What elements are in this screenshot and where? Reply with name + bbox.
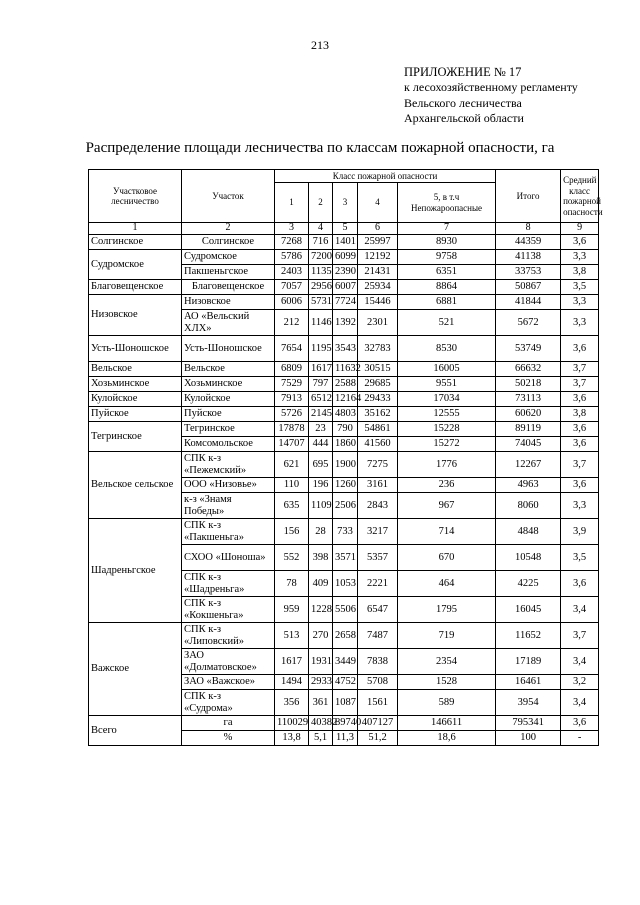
class-3-cell: 790 (333, 422, 358, 437)
class-4-cell: 12192 (358, 250, 398, 265)
total-cell: 4225 (496, 571, 561, 597)
class-2-cell: 196 (309, 478, 333, 493)
total-cell: 8060 (496, 493, 561, 519)
totals-class-4: 407127 (358, 716, 398, 731)
class-1-cell: 110 (275, 478, 309, 493)
total-cell: 11652 (496, 623, 561, 649)
class-5-cell: 6881 (398, 295, 496, 310)
total-cell: 4963 (496, 478, 561, 493)
avg-class-cell: 3,7 (561, 452, 599, 478)
class-2-cell: 444 (309, 437, 333, 452)
class-3-cell: 2390 (333, 265, 358, 280)
district-cell: Пуйское (89, 407, 182, 422)
class-4-cell: 2221 (358, 571, 398, 597)
district-cell: Вельское (89, 362, 182, 377)
plot-cell: Благовещенское (182, 280, 275, 295)
plot-cell: СПК к-з «Судрома» (182, 690, 275, 716)
class-2-cell: 1228 (309, 597, 333, 623)
class-3-cell: 1900 (333, 452, 358, 478)
class-4-cell: 7275 (358, 452, 398, 478)
district-cell: Кулойское (89, 392, 182, 407)
total-cell: 73113 (496, 392, 561, 407)
totals-class-5: 146611 (398, 716, 496, 731)
table-row (89, 407, 599, 422)
plot-cell: к-з «Знамя Победы» (182, 493, 275, 519)
totals-class-4: 51,2 (358, 731, 398, 746)
total-cell: 50867 (496, 280, 561, 295)
class-5-cell: 15272 (398, 437, 496, 452)
class-1-cell: 552 (275, 545, 309, 571)
class-5-cell: 1776 (398, 452, 496, 478)
class-2-cell: 270 (309, 623, 333, 649)
fire-danger-table (88, 169, 603, 746)
total-cell: 41844 (496, 295, 561, 310)
class-4-cell: 1561 (358, 690, 398, 716)
class-4-cell: 5357 (358, 545, 398, 571)
class-3-cell: 4803 (333, 407, 358, 422)
class-5-cell: 9551 (398, 377, 496, 392)
header-avg-class: Средний класс пожарной опасности (561, 170, 599, 223)
plot-cell: СПК к-з «Кокшеньга» (182, 597, 275, 623)
class-5-cell: 719 (398, 623, 496, 649)
class-2-cell: 716 (309, 235, 333, 250)
class-1-cell: 7529 (275, 377, 309, 392)
avg-class-cell: 3,6 (561, 437, 599, 452)
totals-class-3: 11,3 (333, 731, 358, 746)
class-1-cell: 2403 (275, 265, 309, 280)
total-cell: 4848 (496, 519, 561, 545)
class-5-cell: 15228 (398, 422, 496, 437)
class-4-cell: 3161 (358, 478, 398, 493)
class-4-cell: 7487 (358, 623, 398, 649)
class-1-cell: 6006 (275, 295, 309, 310)
district-cell: Низовское (89, 295, 182, 336)
appendix-block (404, 64, 624, 127)
class-3-cell: 1401 (333, 235, 358, 250)
column-number: 2 (182, 223, 275, 235)
avg-class-cell: 3,8 (561, 407, 599, 422)
avg-class-cell: 3,4 (561, 690, 599, 716)
class-4-cell: 32783 (358, 336, 398, 362)
class-1-cell: 6809 (275, 362, 309, 377)
class-1-cell: 5786 (275, 250, 309, 265)
class-1-cell: 17878 (275, 422, 309, 437)
totals-class-1: 13,8 (275, 731, 309, 746)
total-cell: 74045 (496, 437, 561, 452)
class-3-cell: 2658 (333, 623, 358, 649)
class-3-cell: 3449 (333, 649, 358, 675)
total-cell: 17189 (496, 649, 561, 675)
header-class-4: 4 (358, 183, 398, 223)
class-4-cell: 2843 (358, 493, 398, 519)
class-2-cell: 695 (309, 452, 333, 478)
avg-class-cell: 3,7 (561, 377, 599, 392)
column-number: 5 (333, 223, 358, 235)
class-5-cell: 1795 (398, 597, 496, 623)
class-4-cell: 7838 (358, 649, 398, 675)
class-2-cell: 1146 (309, 310, 333, 336)
class-3-cell: 733 (333, 519, 358, 545)
class-5-cell: 12555 (398, 407, 496, 422)
avg-class-cell: 3,7 (561, 362, 599, 377)
class-5-cell: 2354 (398, 649, 496, 675)
column-number: 3 (275, 223, 309, 235)
total-cell: 5672 (496, 310, 561, 336)
class-3-cell: 3571 (333, 545, 358, 571)
class-1-cell: 156 (275, 519, 309, 545)
avg-class-cell: 3,6 (561, 392, 599, 407)
district-cell: Важское (89, 623, 182, 716)
class-3-cell: 2588 (333, 377, 358, 392)
table-title: Распределение площади лесничества по классам пожарной опасности, га (85, 140, 555, 156)
class-3-cell: 6099 (333, 250, 358, 265)
class-5-cell: 236 (398, 478, 496, 493)
appendix-line: Архангельской области (404, 111, 524, 125)
avg-class-cell: 3,6 (561, 571, 599, 597)
total-cell: 60620 (496, 407, 561, 422)
class-1-cell: 7268 (275, 235, 309, 250)
plot-cell: СПК к-з «Шадреньга» (182, 571, 275, 597)
avg-class-cell: 3,6 (561, 422, 599, 437)
totals-class-5: 18,6 (398, 731, 496, 746)
column-number: 7 (398, 223, 496, 235)
table-body (89, 235, 599, 746)
totals-class-2: 5,1 (309, 731, 333, 746)
class-2-cell: 1195 (309, 336, 333, 362)
totals-class-1: 110029 (275, 716, 309, 731)
total-cell: 41138 (496, 250, 561, 265)
class-3-cell: 1053 (333, 571, 358, 597)
plot-cell: Пакшеньгское (182, 265, 275, 280)
totals-avg-class: - (561, 731, 599, 746)
class-5-cell: 714 (398, 519, 496, 545)
class-3-cell: 12164 (333, 392, 358, 407)
totals-label: Всего (89, 716, 182, 746)
class-1-cell: 78 (275, 571, 309, 597)
appendix-title: ПРИЛОЖЕНИЕ № 17 (404, 65, 522, 79)
class-2-cell: 5731 (309, 295, 333, 310)
class-5-cell: 8864 (398, 280, 496, 295)
avg-class-cell: 3,2 (561, 675, 599, 690)
totals-class-2: 40382 (309, 716, 333, 731)
class-4-cell: 41560 (358, 437, 398, 452)
class-4-cell: 30515 (358, 362, 398, 377)
class-1-cell: 1494 (275, 675, 309, 690)
table-row (89, 280, 599, 295)
plot-cell: Вельское (182, 362, 275, 377)
class-2-cell: 797 (309, 377, 333, 392)
total-cell: 10548 (496, 545, 561, 571)
column-number: 6 (358, 223, 398, 235)
plot-cell: СХОО «Шоноша» (182, 545, 275, 571)
appendix-line: Вельского лесничества (404, 95, 522, 110)
column-number: 1 (89, 223, 182, 235)
class-3-cell: 5506 (333, 597, 358, 623)
class-2-cell: 1109 (309, 493, 333, 519)
class-2-cell: 6512 (309, 392, 333, 407)
class-4-cell: 15446 (358, 295, 398, 310)
district-cell: Усть-Шоношское (89, 336, 182, 362)
table-row (89, 235, 599, 250)
total-cell: 89119 (496, 422, 561, 437)
total-cell: 12267 (496, 452, 561, 478)
total-cell: 44359 (496, 235, 561, 250)
plot-cell: СПК к-з «Липовский» (182, 623, 275, 649)
class-4-cell: 2301 (358, 310, 398, 336)
avg-class-cell: 3,4 (561, 597, 599, 623)
header-class-1: 1 (275, 183, 309, 223)
avg-class-cell: 3,8 (561, 265, 599, 280)
class-4-cell: 3217 (358, 519, 398, 545)
plot-cell: АО «Вельский ХЛХ» (182, 310, 275, 336)
avg-class-cell: 3,7 (561, 623, 599, 649)
class-4-cell: 21431 (358, 265, 398, 280)
class-2-cell: 361 (309, 690, 333, 716)
table-row (89, 422, 599, 437)
avg-class-cell: 3,5 (561, 545, 599, 571)
class-2-cell: 398 (309, 545, 333, 571)
total-cell: 66632 (496, 362, 561, 377)
totals-unit: % (182, 731, 275, 746)
class-1-cell: 1617 (275, 649, 309, 675)
class-3-cell: 4752 (333, 675, 358, 690)
table-row (89, 519, 599, 545)
class-1-cell: 7913 (275, 392, 309, 407)
totals-class-3: 89740 (333, 716, 358, 731)
table-row (89, 623, 599, 649)
total-cell: 16461 (496, 675, 561, 690)
district-cell: Судромское (89, 250, 182, 280)
plot-cell: Судромское (182, 250, 275, 265)
class-1-cell: 7654 (275, 336, 309, 362)
class-2-cell: 1617 (309, 362, 333, 377)
avg-class-cell: 3,3 (561, 250, 599, 265)
header-plot: Участок (182, 170, 275, 223)
table-row (89, 336, 599, 362)
district-cell: Тегринское (89, 422, 182, 452)
plot-cell: СПК к-з «Пакшеньга» (182, 519, 275, 545)
avg-class-cell: 3,4 (561, 649, 599, 675)
class-4-cell: 25997 (358, 235, 398, 250)
class-5-cell: 8530 (398, 336, 496, 362)
class-5-cell: 16005 (398, 362, 496, 377)
avg-class-cell: 3,6 (561, 336, 599, 362)
totals-row (89, 716, 599, 731)
plot-cell: Усть-Шоношское (182, 336, 275, 362)
avg-class-cell: 3,9 (561, 519, 599, 545)
class-2-cell: 2956 (309, 280, 333, 295)
class-1-cell: 513 (275, 623, 309, 649)
class-5-cell: 6351 (398, 265, 496, 280)
header-fire-class-group: Класс пожарной опасности (275, 170, 496, 183)
column-number: 4 (309, 223, 333, 235)
district-cell: Солгинское (89, 235, 182, 250)
plot-cell: Пуйское (182, 407, 275, 422)
class-3-cell: 1087 (333, 690, 358, 716)
class-4-cell: 35162 (358, 407, 398, 422)
class-1-cell: 5726 (275, 407, 309, 422)
district-cell: Благовещенское (89, 280, 182, 295)
table-row (89, 377, 599, 392)
table-row (89, 362, 599, 377)
class-2-cell: 409 (309, 571, 333, 597)
class-2-cell: 28 (309, 519, 333, 545)
class-5-cell: 8930 (398, 235, 496, 250)
class-4-cell: 54861 (358, 422, 398, 437)
district-cell: Шадреньгское (89, 519, 182, 623)
plot-cell: Комсомольское (182, 437, 275, 452)
class-4-cell: 29433 (358, 392, 398, 407)
total-cell: 16045 (496, 597, 561, 623)
table-row (89, 392, 599, 407)
total-cell: 3954 (496, 690, 561, 716)
header-class-5: 5, в т.ч Непожароопасные (398, 183, 496, 223)
plot-cell: Хозьминское (182, 377, 275, 392)
plot-cell: Тегринское (182, 422, 275, 437)
class-2-cell: 2145 (309, 407, 333, 422)
avg-class-cell: 3,3 (561, 493, 599, 519)
totals-avg-class: 3,6 (561, 716, 599, 731)
class-3-cell: 11632 (333, 362, 358, 377)
class-1-cell: 635 (275, 493, 309, 519)
class-3-cell: 1392 (333, 310, 358, 336)
class-4-cell: 5708 (358, 675, 398, 690)
class-5-cell: 521 (398, 310, 496, 336)
table-row (89, 452, 599, 478)
plot-cell: ООО «Низовье» (182, 478, 275, 493)
avg-class-cell: 3,5 (561, 280, 599, 295)
avg-class-cell: 3,3 (561, 295, 599, 310)
class-1-cell: 14707 (275, 437, 309, 452)
plot-cell: ЗАО «Долматовское» (182, 649, 275, 675)
class-5-cell: 589 (398, 690, 496, 716)
class-3-cell: 1260 (333, 478, 358, 493)
class-2-cell: 7200 (309, 250, 333, 265)
plot-cell: Низовское (182, 295, 275, 310)
avg-class-cell: 3,6 (561, 235, 599, 250)
class-5-cell: 967 (398, 493, 496, 519)
page-number: 213 (311, 38, 329, 52)
plot-cell: СПК к-з «Пежемский» (182, 452, 275, 478)
class-2-cell: 1931 (309, 649, 333, 675)
plot-cell: Солгинское (182, 235, 275, 250)
plot-cell: Кулойское (182, 392, 275, 407)
class-5-cell: 9758 (398, 250, 496, 265)
avg-class-cell: 3,3 (561, 310, 599, 336)
class-1-cell: 959 (275, 597, 309, 623)
avg-class-cell: 3,6 (561, 478, 599, 493)
class-3-cell: 3543 (333, 336, 358, 362)
total-cell: 33753 (496, 265, 561, 280)
header-class-3: 3 (333, 183, 358, 223)
class-2-cell: 2933 (309, 675, 333, 690)
class-1-cell: 621 (275, 452, 309, 478)
class-5-cell: 1528 (398, 675, 496, 690)
table-row (89, 295, 599, 310)
class-3-cell: 2506 (333, 493, 358, 519)
header-class-2: 2 (309, 183, 333, 223)
class-3-cell: 7724 (333, 295, 358, 310)
district-cell: Вельское сельское (89, 452, 182, 519)
totals-total: 795341 (496, 716, 561, 731)
class-4-cell: 25934 (358, 280, 398, 295)
total-cell: 50218 (496, 377, 561, 392)
class-1-cell: 212 (275, 310, 309, 336)
table-row (89, 250, 599, 265)
total-cell: 53749 (496, 336, 561, 362)
class-3-cell: 6007 (333, 280, 358, 295)
class-4-cell: 29685 (358, 377, 398, 392)
class-5-cell: 464 (398, 571, 496, 597)
class-3-cell: 1860 (333, 437, 358, 452)
class-2-cell: 1135 (309, 265, 333, 280)
district-cell: Хозьминское (89, 377, 182, 392)
appendix-line: к лесохозяйственному регламенту (404, 80, 578, 94)
class-1-cell: 356 (275, 690, 309, 716)
column-number: 8 (496, 223, 561, 235)
column-number: 9 (561, 223, 599, 235)
header-district: Участковое лесничество (89, 170, 182, 223)
class-2-cell: 23 (309, 422, 333, 437)
class-5-cell: 670 (398, 545, 496, 571)
class-5-cell: 17034 (398, 392, 496, 407)
class-4-cell: 6547 (358, 597, 398, 623)
plot-cell: ЗАО «Важское» (182, 675, 275, 690)
totals-unit: га (182, 716, 275, 731)
totals-total: 100 (496, 731, 561, 746)
class-1-cell: 7057 (275, 280, 309, 295)
header-total: Итого (496, 170, 561, 223)
